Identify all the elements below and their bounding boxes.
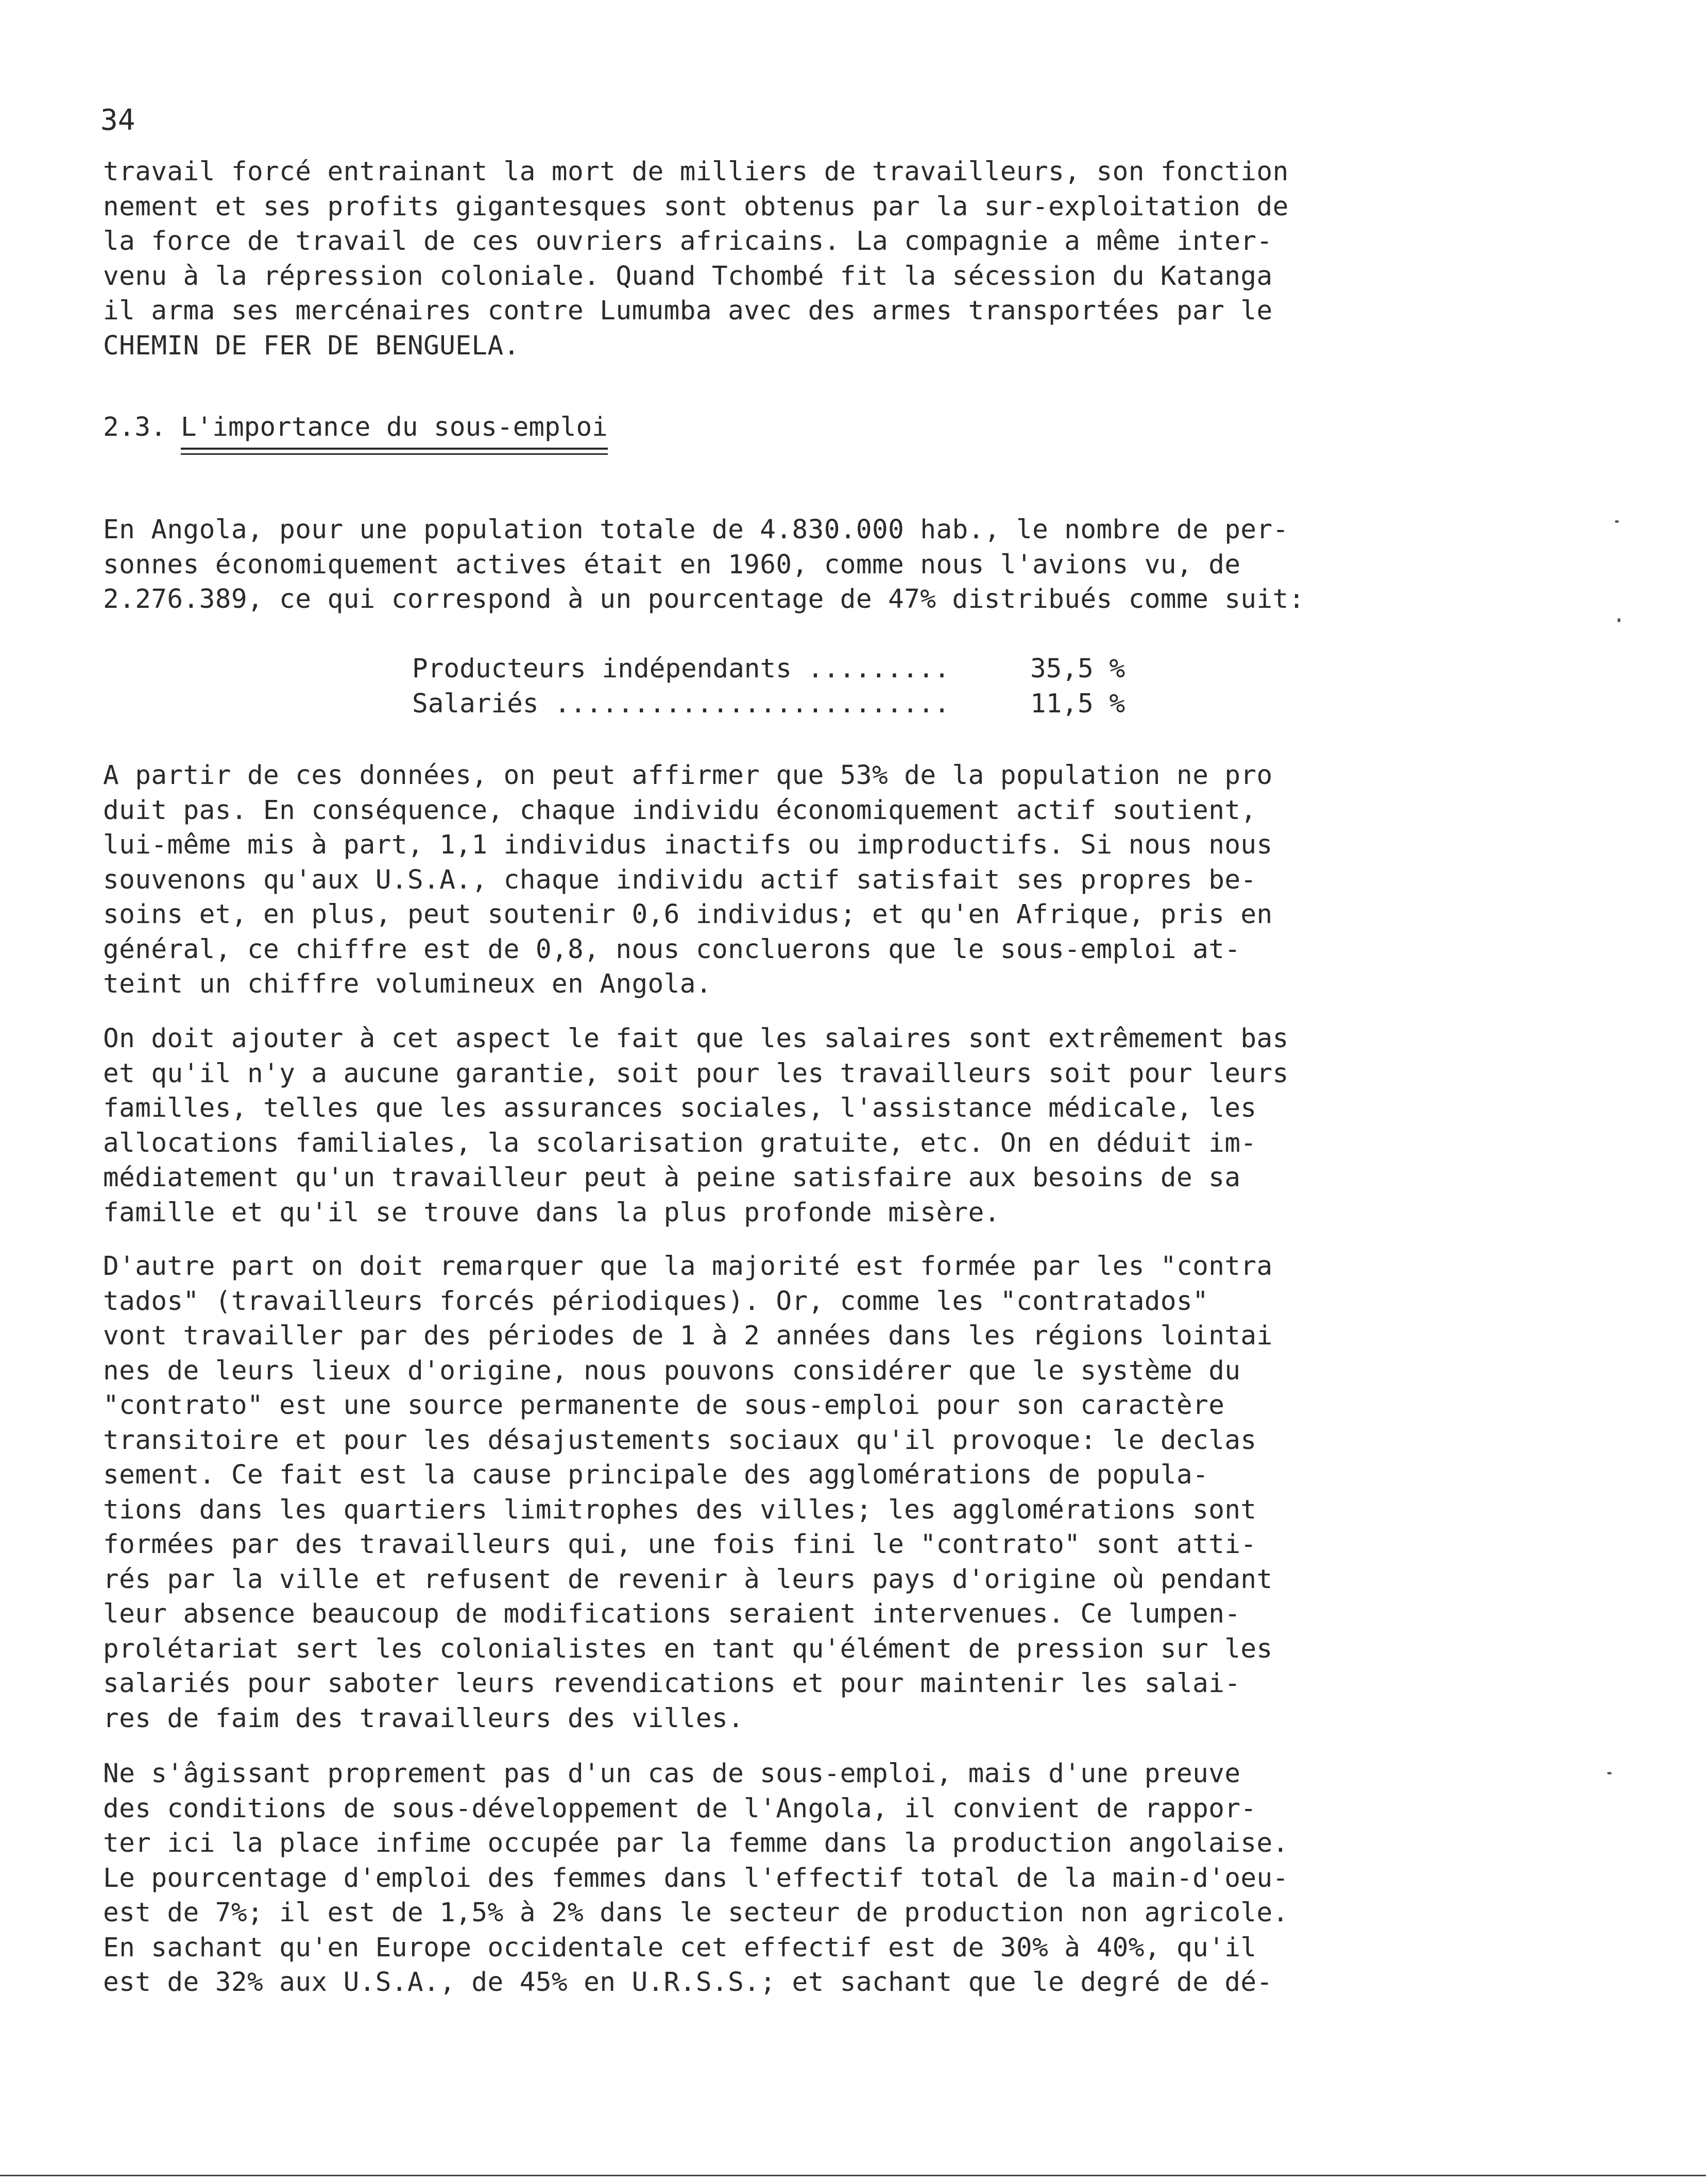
text-line: duit pas. En conséquence, chaque individu économiquement actif soutient, — [103, 795, 1257, 826]
page-bottom-edge — [0, 2175, 1706, 2176]
text-line: tados" (travailleurs forcés périodiques). Or, comme les "contratados" — [103, 1286, 1209, 1317]
text-line: et qu'il n'y a aucune garantie, soit pour les travailleurs soit pour leurs — [103, 1058, 1289, 1089]
text-line: nement et ses profits gigantesques sont obtenus par la sur-exploitation de — [103, 191, 1289, 222]
text-line: lui-même mis à part, 1,1 individus inactifs ou improductifs. Si nous nous — [103, 830, 1273, 860]
text-line: des conditions de sous-développement de l'Angola, il convient de rappor- — [103, 1793, 1257, 1824]
text-line: prolétariat sert les colonialistes en tant qu'élément de pression sur les — [103, 1633, 1273, 1664]
page-number: 34 — [100, 104, 135, 137]
scan-speck — [1615, 520, 1619, 523]
text-line: souvenons qu'aux U.S.A., chaque individu actif satisfait ses propres be- — [103, 864, 1257, 895]
text-line: tions dans les quartiers limitrophes des villes; les agglomérations sont — [103, 1494, 1257, 1525]
text-line: familles, telles que les assurances sociales, l'assistance médicale, les — [103, 1093, 1257, 1123]
text-line: CHEMIN DE FER DE BENGUELA. — [103, 330, 520, 361]
text-line: nes de leurs lieux d'origine, nous pouvons considérer que le système du — [103, 1355, 1241, 1386]
text-line: leur absence beaucoup de modifications seraient intervenues. Ce lumpen- — [103, 1599, 1241, 1629]
text-line: Ne s'âgissant proprement pas d'un cas de sous-emploi, mais d'une preuve — [103, 1759, 1241, 1789]
text-line: travail forcé entrainant la mort de milliers de travailleurs, son fonction — [103, 157, 1289, 187]
paragraph-benguela-railway — [103, 155, 1391, 363]
paragraph-population — [103, 513, 1391, 617]
text-line: ter ici la place infime occupée par la femme dans la production angolaise. — [103, 1828, 1289, 1858]
table-row-value: 35,5 % — [1030, 654, 1125, 684]
text-line: rés par la ville et refusent de revenir à leurs pays d'origine où pendant — [103, 1564, 1273, 1595]
text-line: allocations familiales, la scolarisation gratuite, etc. On en déduit im- — [103, 1128, 1257, 1158]
section-heading — [103, 410, 608, 450]
text-line: vont travailler par des périodes de 1 à 2 années dans les régions lointai — [103, 1321, 1273, 1351]
text-line: la force de travail de ces ouvriers africains. La compagnie a même inter- — [103, 226, 1273, 257]
text-line: 2.276.389, ce qui correspond à un pourcentage de 47% distribués comme suit: — [103, 584, 1305, 615]
text-line: D'autre part on doit remarquer que la majorité est formée par les "contra — [103, 1251, 1273, 1282]
text-line: Le pourcentage d'emploi des femmes dans l'effectif total de la main-d'oeu- — [103, 1863, 1289, 1893]
scan-speck — [1607, 1772, 1612, 1774]
table-row-label: Salariés ......................... — [412, 688, 950, 719]
text-line: médiatement qu'un travailleur peut à peine satisfaire aux besoins de sa — [103, 1163, 1241, 1193]
text-line: sonnes économiquement actives était en 1960, comme nous l'avions vu, de — [103, 549, 1241, 580]
paragraph-women-employment — [103, 1756, 1391, 2000]
section-title: L'importance du sous-emploi — [181, 410, 608, 450]
text-line: soins et, en plus, peut soutenir 0,6 individus; et qu'en Afrique, pris en — [103, 899, 1273, 930]
table-row-label: Producteurs indépendants ......... — [412, 654, 950, 684]
text-line: teint un chiffre volumineux en Angola. — [103, 969, 712, 999]
text-line: est de 7%; il est de 1,5% à 2% dans le secteur de production non agricole. — [103, 1898, 1289, 1928]
paragraph-contratados — [103, 1249, 1391, 1736]
text-line: est de 32% aux U.S.A., de 45% en U.R.S.S.; et sachant que le degré de dé- — [103, 1967, 1273, 1998]
text-line: res de faim des travailleurs des villes. — [103, 1703, 744, 1734]
section-number: 2.3. — [103, 412, 166, 442]
scan-speck — [1617, 618, 1620, 622]
paragraph-inactive-population — [103, 758, 1391, 1002]
text-line: général, ce chiffre est de 0,8, nous concluerons que le sous-emploi at- — [103, 934, 1241, 965]
text-line: On doit ajouter à cet aspect le fait que les salaires sont extrêmement bas — [103, 1023, 1289, 1054]
text-line: En Angola, pour une population totale de 4.830.000 hab., le nombre de per- — [103, 515, 1289, 545]
text-line: famille et qu'il se trouve dans la plus profonde misère. — [103, 1197, 1000, 1228]
text-line: il arma ses mercénaires contre Lumumba avec des armes transportées par le — [103, 296, 1273, 326]
table-row-value: 11,5 % — [1030, 688, 1125, 719]
text-line: "contrato" est une source permanente de sous-emploi pour son caractère — [103, 1390, 1225, 1421]
text-line: sement. Ce fait est la cause principale des agglomérations de popula- — [103, 1460, 1209, 1490]
text-line: En sachant qu'en Europe occidentale cet effectif est de 30% à 40%, qu'il — [103, 1932, 1257, 1963]
text-line: formées par des travailleurs qui, une fois fini le "contrato" sont atti- — [103, 1529, 1257, 1560]
text-line: transitoire et pour les désajustements sociaux qu'il provoque: le declas — [103, 1425, 1257, 1456]
text-line: salariés pour saboter leurs revendications et pour maintenir les salai- — [103, 1668, 1241, 1699]
text-line: A partir de ces données, on peut affirmer que 53% de la population ne pro — [103, 760, 1273, 791]
paragraph-wages — [103, 1021, 1391, 1230]
text-line: venu à la répression coloniale. Quand Tchombé fit la sécession du Katanga — [103, 261, 1273, 292]
